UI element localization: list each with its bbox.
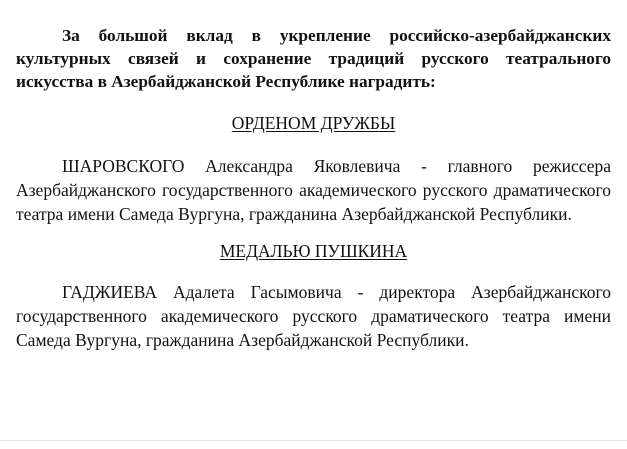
sharovsky-award-paragraph: ШАРОВСКОГО Александра Яковлевича - главного режиссера Азербайджанского государственного академического русского драматического театра имени Самеда Вургуна, гражданина Азербайджанской Республики.: [16, 156, 611, 224]
pushkin-medal-heading: МЕДАЛЬЮ ПУШКИНА: [219, 241, 408, 261]
page-bottom-edge: [0, 440, 627, 441]
gadzhiev-award-paragraph: ГАДЖИЕВА Адалета Гасымовича - директора Азербайджанского государственного академического русского драматического театра имени Самеда Вургуна, гражданина Азербайджанской Республики.: [16, 282, 611, 350]
award-intro-paragraph: За большой вклад в укрепление российско-азербайджанских культурных связей и сохранение традиций русского театрального искусства в Азербайджанской Республике наградить:: [16, 26, 611, 91]
order-of-friendship-heading: ОРДЕНОМ ДРУЖБЫ: [231, 113, 396, 133]
